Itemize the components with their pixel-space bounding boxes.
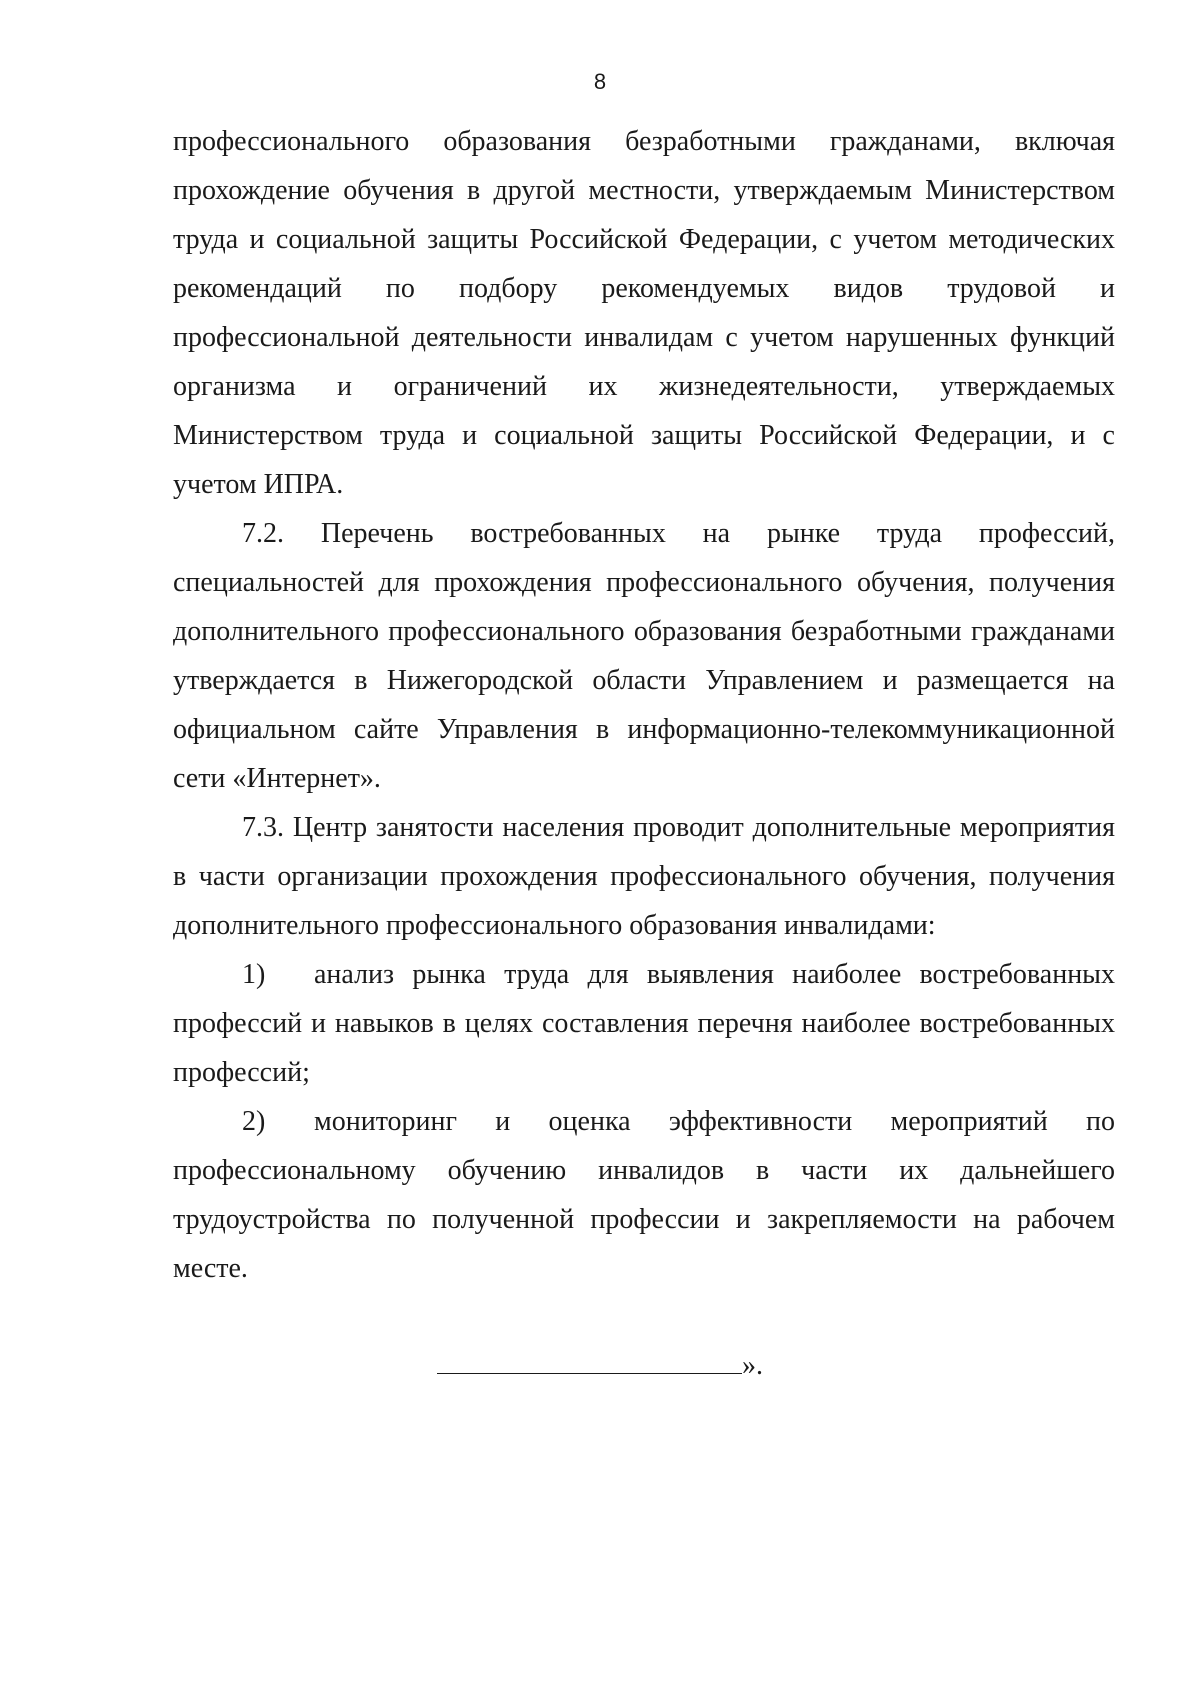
closing-underline	[437, 1349, 742, 1374]
paragraph-7-3: 7.3. Центр занятости населения проводит дополнительные мероприятия в части организации прохождения профессионального обучения, получения дополнительного профессионального образования инвалидами:	[173, 812, 1115, 941]
list-item-number: 2)	[242, 1106, 266, 1137]
document-body	[173, 117, 1115, 1293]
closing-mark: ».	[742, 1350, 763, 1381]
page-number: 8	[593, 69, 607, 94]
closing-line	[0, 1346, 1200, 1386]
list-item	[173, 950, 1115, 1097]
list-item	[173, 1097, 1115, 1293]
list-item-text: мониторинг и оценка эффективности мероприятий по профессиональному обучению инвалидов в части их дальнейшего трудоустройства по полученной профессии и закрепляемости на рабочем месте.	[173, 1106, 1115, 1284]
paragraph-continuation: профессионального образования безработными гражданами, включая прохождение обучения в другой местности, утверждаемым Министерством труда и социальной защиты Российской Федерации, с учетом методических рекомендаций по подбору рекомендуемых видов трудовой и профессиональной деятельности инвалидам с учетом нарушенных функций организма и ограничений их жизнедеятельности, утверждаемых Министерством труда и социальной защиты Российской Федерации, и с учетом ИПРА.	[173, 126, 1115, 500]
list-item-number: 1)	[242, 959, 266, 990]
list-item-text: анализ рынка труда для выявления наиболее востребованных профессий и навыков в целях составления перечня наиболее востребованных профессий;	[173, 959, 1115, 1088]
paragraph-7-2: 7.2. Перечень востребованных на рынке труда профессий, специальностей для прохождения профессионального обучения, получения дополнительного профессионального образования безработными гражданами утверждается в Нижегородской области Управлением и размещается на официальном сайте Управления в информационно-телекоммуникационной сети «Интернет».	[173, 518, 1115, 794]
